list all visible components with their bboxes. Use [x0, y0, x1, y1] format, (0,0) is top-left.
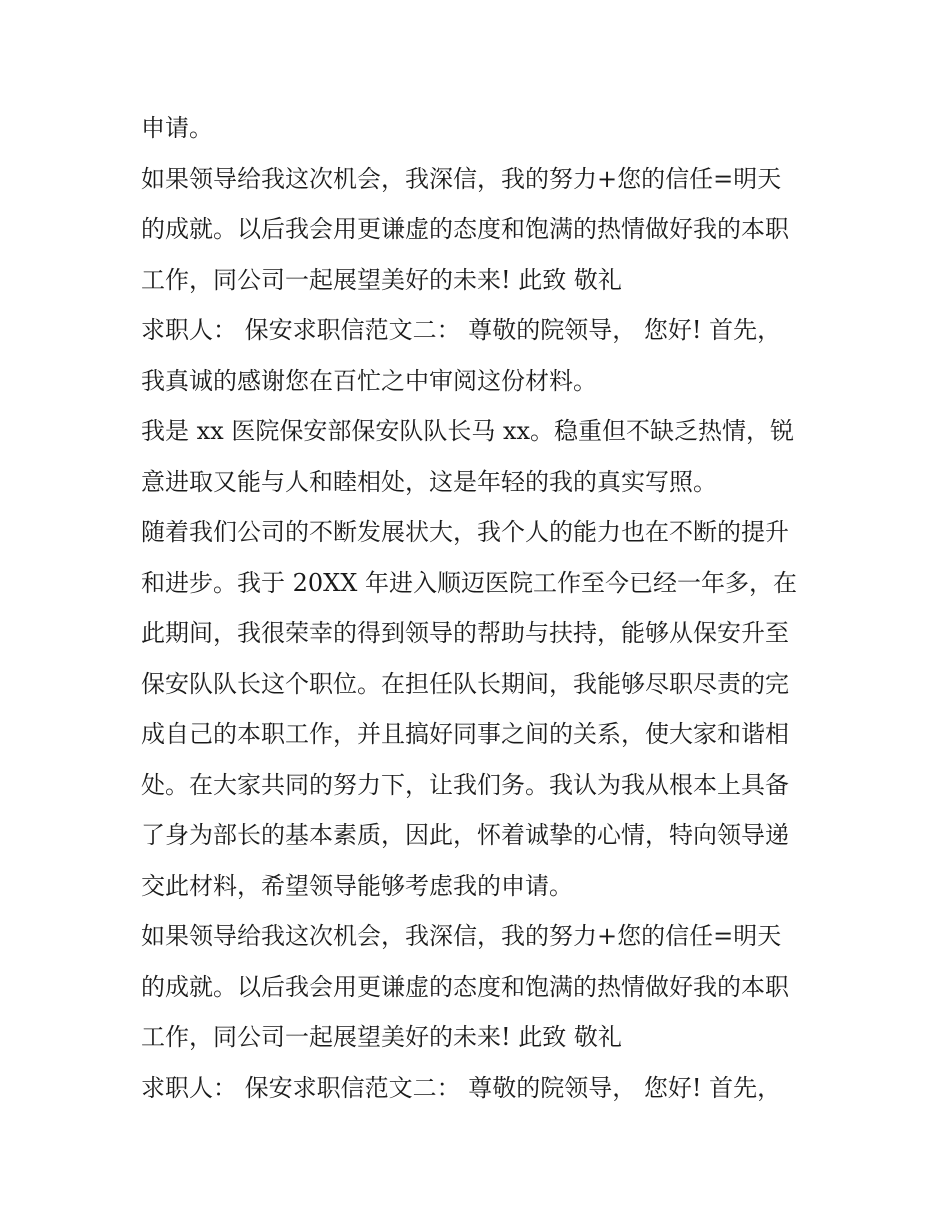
text-line: 如果领导给我这次机会，我深信，我的努力+您的信任=明天 [141, 922, 782, 950]
text-line: 工作，同公司一起展望美好的未来! 此致 敬礼 [141, 265, 622, 294]
text-line: 的成就。以后我会用更谦虚的态度和饱满的热情做好我的本职 [141, 972, 789, 1001]
text-line: 工作，同公司一起展望美好的未来! 此致 敬礼 [141, 1023, 622, 1051]
text-line: 此期间，我很荣幸的得到领导的帮助与扶持，能够从保安升至 [141, 619, 789, 647]
text-line: 了身为部长的基本素质，因此，怀着诚挚的心情，特向领导递 [141, 821, 789, 849]
text-line: 求职人： 保安求职信范文二： 尊敬的院领导， 您好! 首先， [141, 316, 782, 344]
text-line: 我真诚的感谢您在百忙之中审阅这份材料。 [141, 366, 597, 395]
text-line: 的成就。以后我会用更谦虚的态度和饱满的热情做好我的本职 [141, 215, 789, 243]
text-line: 和进步。我于 20XX 年进入顺迈医院工作至今已经一年多，在 [141, 568, 797, 597]
text-line: 保安队队长这个职位。在担任队长期间，我能够尽职尽责的完 [141, 669, 789, 698]
text-line: 如果领导给我这次机会，我深信，我的努力+您的信任=明天 [141, 164, 782, 193]
text-line: 成自己的本职工作，并且搞好同事之间的关系，使大家和谐相 [141, 720, 789, 748]
text-line: 求职人： 保安求职信范文二： 尊敬的院领导， 您好! 首先， [141, 1073, 782, 1102]
text-line: 交此材料，希望领导能够考虑我的申请。 [141, 871, 573, 900]
text-line: 我是 xx 医院保安部保安队队长马 xx。稳重但不缺乏热情，锐 [141, 417, 795, 445]
body-text [141, 103, 821, 1113]
text-line: 申请。 [141, 114, 213, 142]
text-line: 意进取又能与人和睦相处，这是年轻的我的真实写照。 [141, 467, 717, 496]
text-line: 随着我们公司的不断发展状大，我个人的能力也在不断的提升 [141, 518, 789, 546]
text-line: 处。在大家共同的努力下，让我们务。我认为我从根本上具备 [141, 770, 789, 799]
